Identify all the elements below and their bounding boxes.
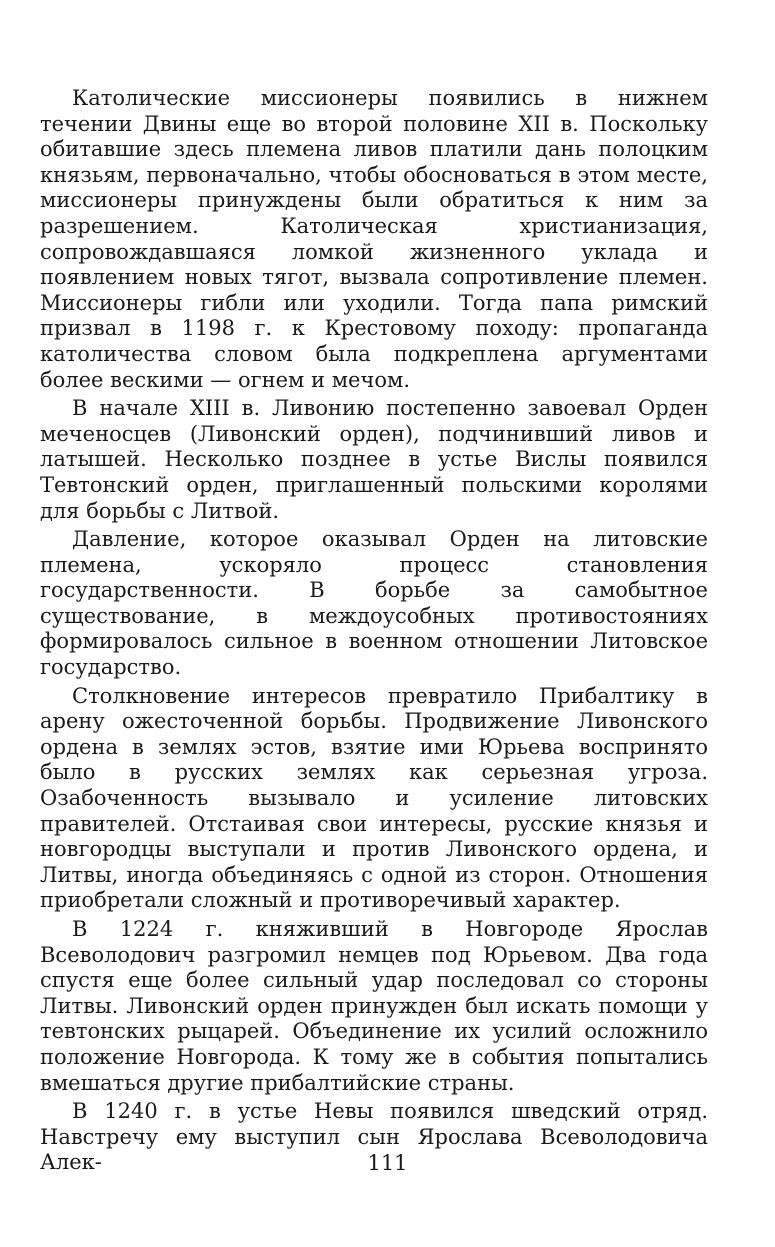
paragraph-lithuanian-state: Давление, которое оказывал Орден на литовские племена, ускоряло процесс становления государственности. В борьбе за самобытное существование, в междоусобных противостояниях формировалось сильное в военном отношении Литовское государство. <box>40 527 708 680</box>
page-body <box>40 86 708 1179</box>
paragraph-neva-1240: В 1240 г. в устье Невы появился шведский отряд. Навстречу ему выступил сын Ярослава Всеволодовича Алек- <box>40 1099 708 1175</box>
paragraph-yaroslav-1224: В 1224 г. княживший в Новгороде Ярослав Всеволодович разгромил немцев под Юрьевом. Два года спустя еще более сильный удар последовал со стороны Литвы. Ливонский орден принужден был искать помощи у тевтонских рыцарей. Объединение их усилий осложнило положение Новгорода. К тому же в события попытались вмешаться другие прибалтийские страны. <box>40 917 708 1095</box>
paragraph-livonian-order: В начале XIII в. Ливонию постепенно завоевал Орден меченосцев (Ливонский орден), подчинивший ливов и латышей. Несколько позднее в устье Вислы появился Тевтонский орден, приглашенный польскими королями для борьбы с Литвой. <box>40 396 708 523</box>
paragraph-baltic-struggle: Столкновение интересов превратило Прибалтику в арену ожесточенной борьбы. Продвижение Ливонского ордена в землях эстов, взятие ими Юрьева воспринято было в русских землях как серьезная угроза. Озабоченность вызывало и усиление литовских правителей. Отстаивая свои интересы, русские князья и новгородцы выступали и против Ливонского ордена, и Литвы, иногда объединяясь с одной из сторон. Отношения приобретали сложный и противоречивый характер. <box>40 683 708 913</box>
paragraph-catholic-missionaries: Католические миссионеры появились в нижнем течении Двины еще во второй половине XII в. Поскольку обитавшие здесь племена ливов платили дань полоцким князьям, первоначально, чтобы обосноваться в этом месте, миссионеры принуждены были обратиться к ним за разрешением. Католическая христианизация, сопровождавшаяся ломкой жизненного уклада и появлением новых тягот, вызвала сопротивление племен. Миссионеры гибли или уходили. Тогда папа римский призвал в 1198 г. к Крестовому походу: пропаганда католичества словом была подкреплена аргументами более вескими — огнем и мечом. <box>40 86 708 392</box>
page-number: 111 <box>367 1151 408 1175</box>
